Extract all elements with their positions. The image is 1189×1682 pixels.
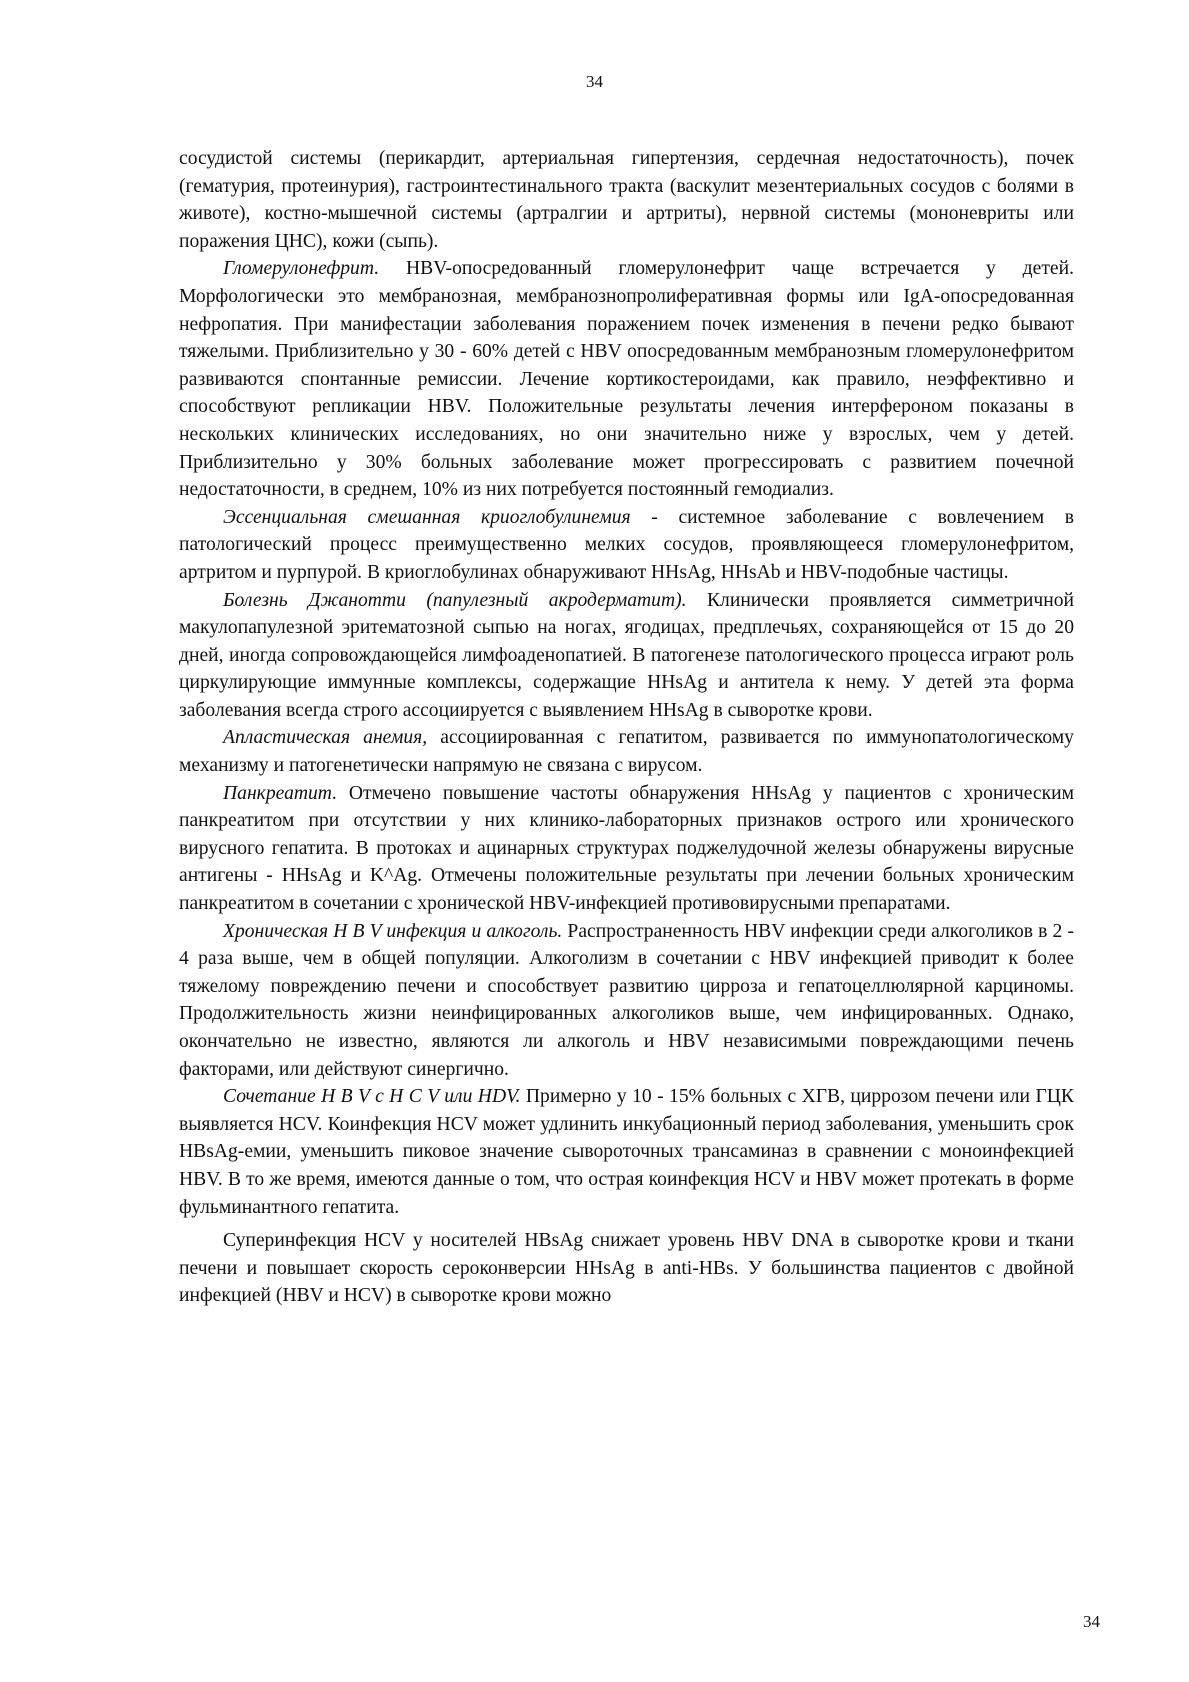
paragraph-heading: Сочетание H B V с H C V или HDV. (223, 1086, 521, 1108)
paragraph-heading: Панкреатит. (223, 782, 338, 804)
paragraph-text: Примерно у 10 - 15% больных с ХГВ, циррозом печени или ГЦК выявляется HCV. Коинфекция HCV может удлинить инкубационный период заболевания, уменьшить срок HBsAg-емии, уменьшить пиковое значение сывороточных трансаминаз в сравнении с моноинфекцией HBV. В то же время, имеются данные о том, что острая коинфекция HCV и HBV может протекать в форме фульминантного гепатита. (179, 1086, 1074, 1218)
paragraph-cryoglobulinemia (179, 504, 1074, 587)
paragraph-text: Клинически проявляется симметричной макулопапулезной эритематозной сыпью на ногах, ягодицах, предплечьях, сохраняющейся от 15 до 20 дней, иногда сопровождающейся лимфоаденопатией. В патогенезе патологического процесса играют роль циркулирующие иммунные комплексы, содержащие HHsAg и антитела к нему. У детей эта форма заболевания всегда строго ассоциируется с выявлением HHsAg в сыворотке крови. (179, 589, 1074, 721)
page-number-top: 34 (586, 72, 603, 91)
paragraph-text: Суперинфекция HCV у носителей HBsAg снижает уровень HBV DNA в сыворотке крови и ткани печени и повышает скорость сероконверсии HHsAg в anti-HBs. У большинства пациентов с двойной инфекцией (HBV и HCV) в сыворотке крови можно (179, 1230, 1074, 1307)
paragraph-gianotti-disease (179, 587, 1074, 725)
paragraph-text: - системное заболевание с вовлечением в патологический процесс преимущественно мелких сосудов, проявляющееся гломерулонефритом, артритом и пурпурой. В криоглобулинах обнаруживают HHsAg, HHsAb и HBV-подобные частицы. (179, 506, 1074, 583)
page-number-bottom: 34 (1083, 1612, 1100, 1631)
paragraph-heading: Эссенциальная смешанная криоглобулинемия (223, 506, 631, 528)
paragraph-pancreatitis (179, 780, 1074, 918)
paragraph-glomerulonephritis (179, 255, 1074, 503)
paragraph-heading: Гломерулонефрит. (223, 258, 380, 280)
paragraph-text: Распространенность HBV инфекции среди алкоголиков в 2 - 4 раза выше, чем в общей популяции. Алкоголизм в сочетании с HBV инфекцией приводит к более тяжелому повреждению печени и способствует развитию цирроза и гепатоцеллюлярной карциномы. Продолжительность жизни неинфицированных алкоголиков выше, чем инфицированных. Однако, окончательно не известно, являются ли алкоголь и HBV независимыми повреждающими печень факторами, или действуют синергично. (179, 920, 1074, 1080)
paragraph-hbv-alcohol (179, 918, 1074, 1084)
paragraph-heading: Хроническая H B V инфекция и алкоголь. (223, 920, 563, 942)
paragraph-text: ассоциированная с гепатитом, развивается по иммунопатологическому механизму и патогенетически напрямую не связана с вирусом. (179, 727, 1074, 777)
paragraph-hbv-hcv-hdv (179, 1083, 1074, 1221)
paragraph-organ-manifestations (179, 145, 1074, 255)
paragraph-heading: Болезнь Джанотти (папулезный акродерматит). (223, 589, 687, 611)
paragraph-text: HBV-опосредованный гломерулонефрит чаще встречается у детей. Морфологически это мембранозная, мембранознопролиферативная формы или IgA-опосредованная нефропатия. При манифестации заболевания поражением почек изменения в печени редко бывают тяжелыми. Приблизительно у 30 - 60% детей с HBV опосредованным мембранозным гломерулонефритом развиваются спонтанные ремиссии. Лечение кортикостероидами, как правило, неэффективно и способствуют репликации HBV. Положительные результаты лечения интерфероном показаны в нескольких клинических исследованиях, но они значительно ниже у взрослых, чем у детей. Приблизительно у 30% больных заболевание может прогрессировать с развитием почечной недостаточности, в среднем, 10% из них потребуется постоянный гемодиализ. (179, 258, 1074, 501)
paragraph-heading: Апластическая анемия, (223, 727, 428, 749)
paragraph-hcv-superinfection (179, 1227, 1074, 1310)
paragraph-text: сосудистой системы (перикардит, артериальная гипертензия, сердечная недостаточность), почек (гематурия, протеинурия), гастроинтестинального тракта (васкулит мезентериальных сосудов с болями в животе), костно-мышечной системы (артралгии и артриты), нервной системы (мононевриты или поражения ЦНС), кожи (сыпь). (179, 148, 1074, 252)
paragraph-text: Отмечено повышение частоты обнаружения HHsAg у пациентов с хроническим панкреатитом при отсутствии у них клинико-лабораторных признаков острого или хронического вирусного гепатита. В протоках и ацинарных структурах поджелудочной железы обнаружены вирусные антигены - HHsAg и K^Ag. Отмечены положительные результаты при лечении больных хроническим панкреатитом в сочетании с хронической HBV-инфекцией противовирусными препаратами. (179, 782, 1074, 915)
paragraph-aplastic-anemia (179, 724, 1074, 779)
document-body (179, 145, 1074, 1310)
